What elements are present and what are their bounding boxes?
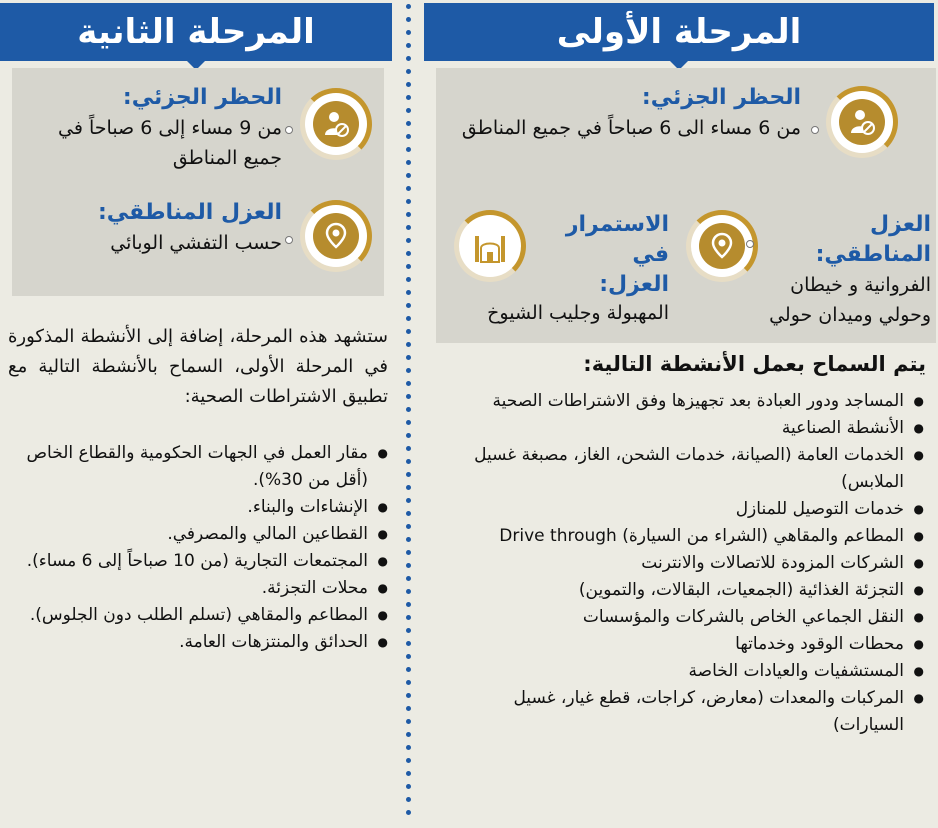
- phase1-partial-curfew-title: الحظر الجزئي:: [641, 85, 801, 110]
- phase1-continued-isolation-text: المهبولة وجليب الشيوخ: [487, 302, 669, 324]
- list-item: ● المطاعم والمقاهي (الشراء من السيارة) Drive through: [464, 523, 924, 550]
- list-item: ● الأنشطة الصناعية: [464, 415, 924, 442]
- list-item: ● مقار العمل في الجهات الحكومية والقطاع الخاص (أقل من 30%).: [8, 440, 388, 494]
- list-item: ● الإنشاءات والبناء.: [8, 494, 388, 521]
- person-blocked-icon: [300, 88, 372, 160]
- list-item: ● النقل الجماعي الخاص بالشركات والمؤسسات: [464, 604, 924, 631]
- column-divider: [402, 0, 414, 828]
- phase2-title: المرحلة الثانية: [77, 12, 315, 52]
- person-blocked-icon: [826, 86, 898, 158]
- phase1-summary-panel: [436, 68, 936, 343]
- list-item: ● الشركات المزودة للاتصالات والانترنت: [464, 550, 924, 577]
- list-item: ● الحدائق والمنتزهات العامة.: [8, 629, 388, 656]
- list-item: ● المستشفيات والعيادات الخاصة: [464, 658, 924, 685]
- phase1-list-title: يتم السماح بعمل الأنشطة التالية:: [583, 352, 926, 376]
- phase1-continued-isolation-title: الاستمرار في العزل:: [565, 212, 669, 297]
- phase1-partial-curfew: [456, 83, 801, 143]
- phase2-activities-list: [8, 440, 388, 656]
- list-item: ● الخدمات العامة (الصيانة، خدمات الشحن، الغاز، مصبغة غسيل الملابس): [464, 442, 924, 496]
- list-item: ● المساجد ودور العبادة بعد تجهيزها وفق الاشتراطات الصحية: [464, 388, 924, 415]
- phase2-header: [0, 3, 392, 61]
- phase2-partial-curfew-title: الحظر الجزئي:: [122, 85, 282, 110]
- list-item: ● القطاعين المالي والمصرفي.: [8, 521, 388, 548]
- phase2-summary-panel: [12, 68, 384, 296]
- phase1-activities-list: [464, 388, 924, 739]
- phase2-area-isolation-text: حسب التفشي الوبائي: [110, 232, 282, 254]
- phase1-area-isolation: [756, 210, 931, 330]
- phase1-header: [424, 3, 934, 61]
- list-item: ● التجزئة الغذائية (الجمعيات، البقالات، والتموين): [464, 577, 924, 604]
- map-pin-icon: [300, 200, 372, 272]
- phase1-title: المرحلة الأولى: [556, 12, 802, 52]
- list-item: ● محطات الوقود وخدماتها: [464, 631, 924, 658]
- phase2-intro: ستشهد هذه المرحلة، إضافة إلى الأنشطة المذكورة في المرحلة الأولى، السماح بالأنشطة التالية مع تطبيق الاشتراطات الصحية:: [8, 326, 388, 407]
- list-item: ● محلات التجزئة.: [8, 575, 388, 602]
- phase2-partial-curfew: [42, 83, 282, 173]
- list-item: ● المجتمعات التجارية (من 10 صباحاً إلى 6 مساء).: [8, 548, 388, 575]
- phase1-partial-curfew-text: من 6 مساء الى 6 صباحاً في جميع المناطق: [461, 117, 801, 139]
- phase1-continued-isolation: [441, 210, 669, 328]
- list-item: ● المركبات والمعدات (معارض، كراجات، قطع غيار، غسيل السيارات): [464, 685, 924, 739]
- phase1-area-isolation-title: العزل المناطقي:: [815, 212, 931, 267]
- phase1-area-isolation-text: الفروانية و خيطان وحولي وميدان حولي: [769, 274, 931, 326]
- list-item: ● المطاعم والمقاهي (تسلم الطلب دون الجلوس).: [8, 602, 388, 629]
- list-item: ● خدمات التوصيل للمنازل: [464, 496, 924, 523]
- phase2-area-isolation-title: العزل المناطقي:: [97, 200, 282, 225]
- phase2-column: [0, 0, 392, 828]
- phase2-partial-curfew-text: من 9 مساء إلى 6 صباحاً في جميع المناطق: [58, 117, 282, 169]
- phase2-area-isolation: [42, 198, 282, 258]
- phase1-column: [424, 0, 938, 828]
